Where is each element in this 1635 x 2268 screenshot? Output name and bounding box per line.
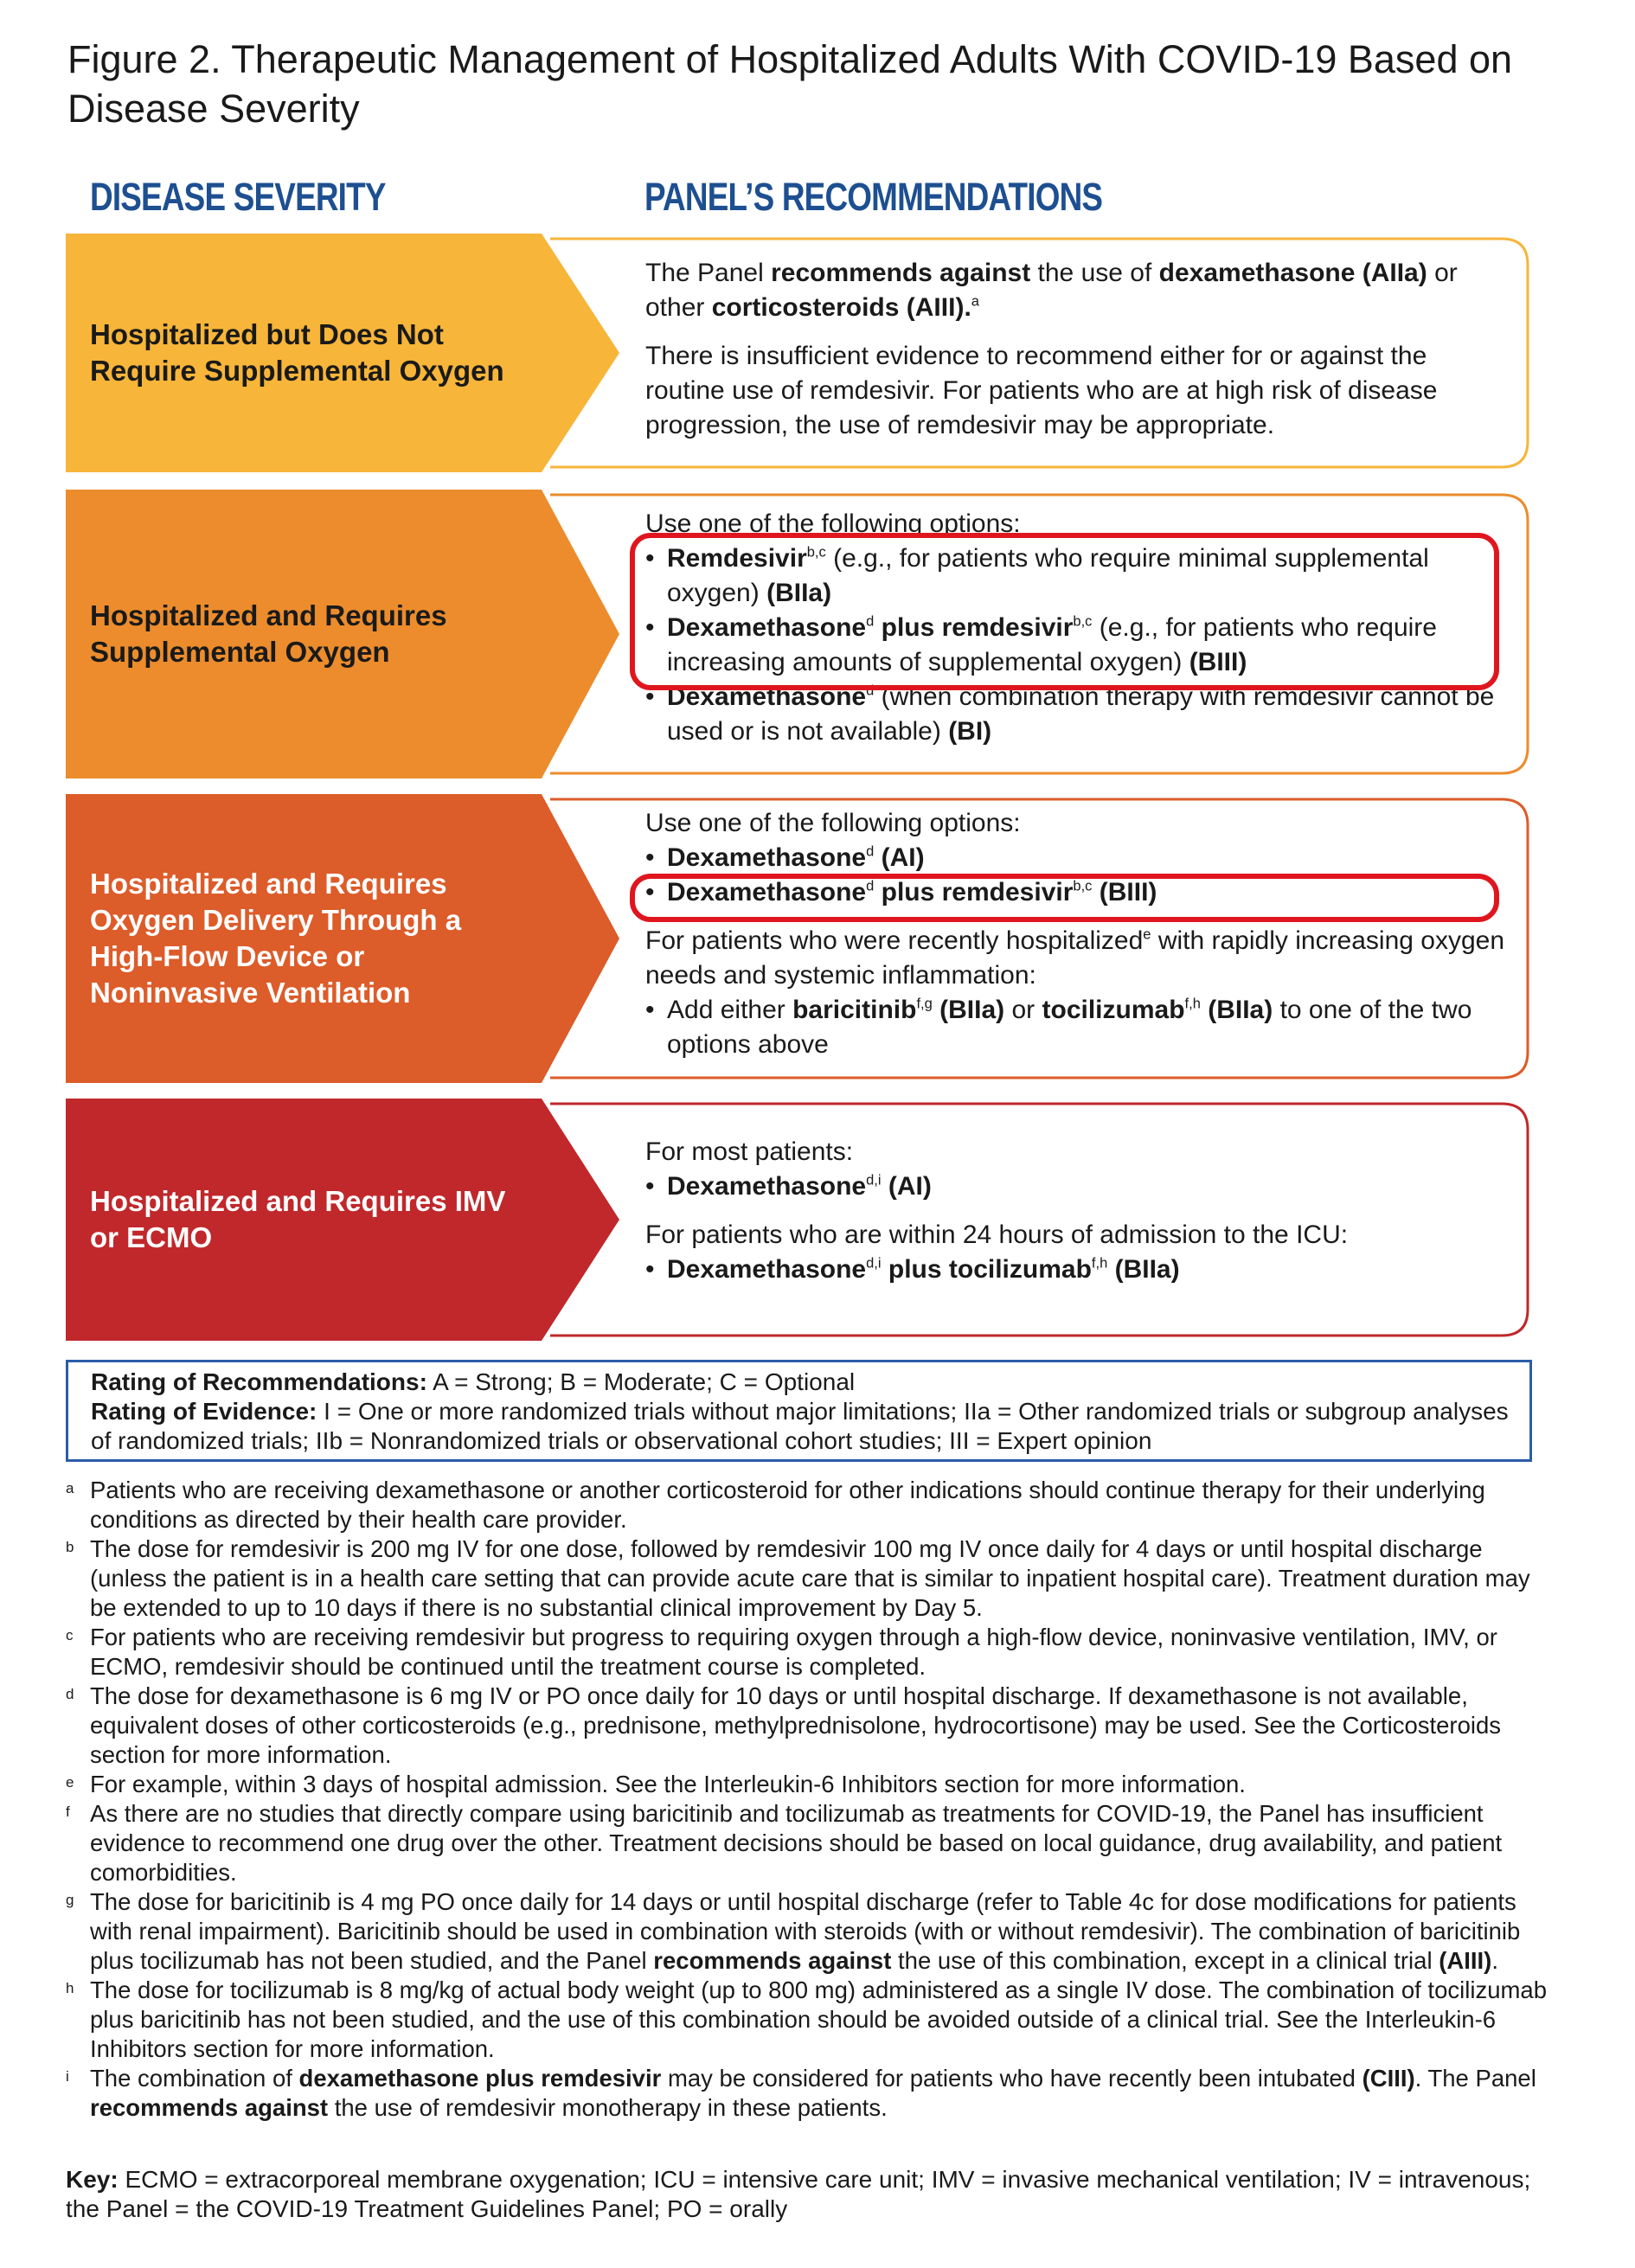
band-1-label: Hospitalized but Does Not Require Supplemental Oxygen	[90, 318, 504, 387]
option-dexamethasone-plus-remdesivir: • Dexamethasone$^d$ plus remdesivir$^{b,c}$ (e.g., for patients who require increasing amounts of supplemental oxygen) (BIII)	[645, 611, 1510, 680]
disease-severity-header: DISEASE SEVERITY	[90, 175, 386, 219]
option-remdesivir: • Remdesivir$^{b,c}$ (e.g., for patients who require minimal supplemental oxygen) (BIIa)	[645, 541, 1510, 611]
band-2-label: Hospitalized and Requires Supplemental Oxygen	[90, 599, 447, 668]
recommendations-header: PANEL’S RECOMMENDATIONS	[644, 175, 1103, 219]
band-3-recommendations: Use one of the following options: • Dexamethasone$^d$ (AI) • Dexamethasone$^d$ plus remdesivir$^{b,c}$ (BIII) For patients who were recently hospitalized$^e$ with rapidly increasing oxygen needs and systemic inflammation: • Add either baricitinib$^{f,g}$ (BIIa) or tocilizumab$^{f,h}$ (BIIa) to one of the two options above	[645, 806, 1510, 1062]
highlight-box-supplemental-oxygen	[630, 533, 1499, 690]
footnote-g: g The dose for baricitinib is 4 mg PO once daily for 14 days or until hospital discharge (refer to Table 4c for dose modifications for patients with renal impairment). Baricitinib should be used in combination with steroids (with or without remdesivir). The combination of baricitinib plus tocilizumab has not been studied, and the Panel recommends against the use of this combination, except in a clinical trial (AIII).	[66, 1888, 1521, 1974]
footnote-d: d The dose for dexamethasone is 6 mg IV or PO once daily for 10 days or until hospital discharge. If dexamethasone is not available, equivalent doses of other corticosteroids (e.g., prednisone, methylprednisolone, hydrocortisone) may be used. See the Corticosteroids section for more information.	[66, 1682, 1502, 1768]
footnote-i: i The combination of dexamethasone plus remdesivir may be considered for patients who have recently been intubated (CIII). The Panel recommends against the use of remdesivir monotherapy in these patients.	[66, 2065, 1536, 2121]
abbreviation-key: Key: ECMO = extracorporeal membrane oxygenation; ICU = intensive care unit; IMV = invasive mechanical ventilation; IV = intravenous; the Panel = the COVID-19 Treatment Guidelines Panel; PO = orally	[66, 2166, 1531, 2222]
band-4-label: Hospitalized and Requires IMV or ECMO	[90, 1185, 506, 1253]
severity-band-3	[66, 794, 1532, 1083]
band-3-label: Hospitalized and Requires Oxygen Delivery Through a High-Flow Device or Noninvasive Ventilation	[90, 868, 462, 1009]
band-2-recommendations: Use one of the following options: • Remdesivir$^{b,c}$ (e.g., for patients who require minimal supplemental oxygen) (BIIa) • Dexamethasone$^d$ plus remdesivir$^{b,c}$ (e.g., for patients who require increasing amounts of supplemental oxygen) (BIII) • Dexamethasone$^d$ (when combination therapy with remdesivir cannot be used or is not available) (BI)	[645, 507, 1510, 749]
footnote-f: f As there are no studies that directly compare using baricitinib and tocilizumab as treatments for COVID-19, the Panel has insufficient evidence to recommend one drug over the other. Treatment decisions should be based on local guidance, drug availability, and patient comorbidities.	[66, 1800, 1503, 1886]
page-title: Figure 2. Therapeutic Management of Hospitalized Adults With COVID-19 Based on Disease Severity	[67, 37, 1513, 131]
highlight-box-dex-plus-remdesivir	[630, 874, 1499, 922]
option-dexamethasone: • Dexamethasone$^d$ (when combination therapy with remdesivir cannot be used or is not available) (BI)	[645, 680, 1510, 749]
footnote-h: h The dose for tocilizumab is 8 mg/kg of actual body weight (up to 800 mg) administered as a single IV dose. The combination of tocilizumab plus baricitinib has not been studied, and the use of this combination should be avoided outside of a clinical trial. See the Interleukin-6 Inhibitors section for more information.	[66, 1976, 1547, 2062]
band-4-recommendations: For most patients: • Dexamethasone$^{d,i}$ (AI) For patients who are within 24 hours of admission to the ICU: • Dexamethasone$^{d,i}$ plus tocilizumab$^{f,h}$ (BIIa)	[645, 1135, 1510, 1287]
severity-band-1	[66, 234, 1532, 472]
footnotes	[66, 1476, 1554, 2123]
footnote-e: e For example, within 3 days of hospital admission. See the Interleukin-6 Inhibitors section for more information.	[66, 1771, 1246, 1797]
footnote-a: a Patients who are receiving dexamethasone or another corticosteroid for other indications should continue therapy for their underlying conditions as directed by their health care provider.	[66, 1477, 1485, 1533]
rating-legend-box: Rating of Recommendations: A = Strong; B = Moderate; C = Optional Rating of Evidence: I = One or more randomized trials without major limitations; IIa = Other randomized trials or subgroup analyses of randomized trials; IIb = Nonrandomized trials or observational cohort studies; III = Expert opinion	[66, 1360, 1532, 1462]
band-1-recommendations: The Panel recommends against the use of dexamethasone (AIIa) or other corticosteroids (AIII).$^a$ There is insufficient evidence to recommend either for or against the routine use of remdesivir. For patients who are at high risk of disease progression, the use of remdesivir may be appropriate.	[645, 259, 1458, 439]
severity-band-4	[66, 1099, 1532, 1341]
footnote-b: b The dose for remdesivir is 200 mg IV for one dose, followed by remdesivir 100 mg IV once daily for 4 days or until hospital discharge (unless the patient is in a health care setting that can provide acute care that is similar to inpatient hospital care). Treatment duration may be extended to up to 10 days if there is no substantial clinical improvement by Day 5.	[66, 1535, 1530, 1621]
footnote-c: c For patients who are receiving remdesivir but progress to requiring oxygen through a high-flow device, noninvasive ventilation, IMV, or ECMO, remdesivir should be continued until the treatment course is completed.	[66, 1624, 1497, 1680]
